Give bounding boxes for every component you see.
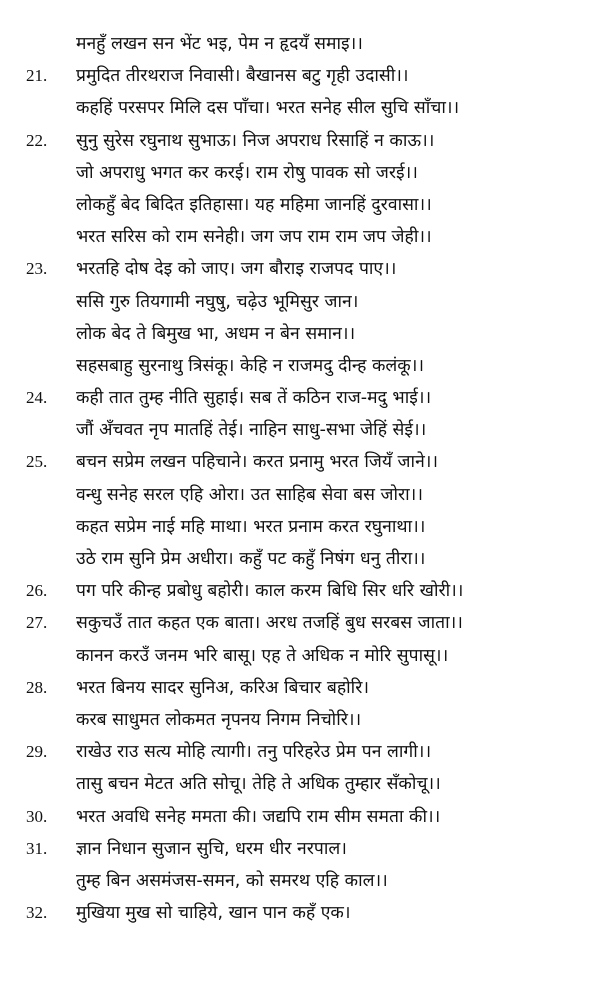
verse-number: 23. <box>26 259 48 279</box>
verse-line <box>0 479 600 511</box>
verse-number: 24. <box>26 388 48 408</box>
verse-text: जौं अँचवत नृप मातहिं तेई। नाहिन साधु-सभा जेहिं सेई।। <box>76 420 427 441</box>
verse-number: 32. <box>26 903 48 923</box>
verse-line <box>0 318 600 350</box>
verse-line <box>0 543 600 575</box>
verse-text: कहहिं परसपर मिलि दस पाँचा। भरत सनेह सील सुचि साँचा।। <box>76 98 460 119</box>
verse-number: 25. <box>26 452 48 472</box>
verse-text: कानन करउँ जनम भरि बासू। एह ते अधिक न मोरि सुपासू।। <box>76 645 449 666</box>
verse-line <box>0 28 600 60</box>
verse-text: जो अपराधु भगत कर करई। राम रोषु पावक सो जरई।। <box>76 162 418 183</box>
verse-text: राखेउ राउ सत्य मोहि त्यागी। तनु परिहरेउ प्रेम पन लागी।। <box>76 742 432 763</box>
verse-page <box>0 28 600 929</box>
verse-line <box>0 125 600 157</box>
verse-text: मनहुँ लखन सन भेंट भइ, पेम न हृदयँ समाइ।। <box>76 34 363 54</box>
verse-line <box>0 801 600 833</box>
verse-line <box>0 704 600 736</box>
verse-text: सुनु सुरेस रघुनाथ सुभाऊ। निज अपराध रिसाहिं न काऊ।। <box>76 130 435 151</box>
verse-line <box>0 382 600 414</box>
verse-line <box>0 575 600 607</box>
verse-text: भरतहि दोष देइ को जाए। जग बौराइ राजपद पाए।। <box>76 259 397 280</box>
verse-text: करब साधुमत लोकमत नृपनय निगम निचोरि।। <box>76 709 362 730</box>
verse-text: लोकहुँ बेद बिदित इतिहासा। यह महिमा जानहिं दुरवासा।। <box>76 194 432 215</box>
verse-text: पग परि कीन्ह प्रबोधु बहोरी। काल करम बिधि सिर धरि खोरी।। <box>76 581 464 602</box>
verse-text: सहसबाहु सुरनाथु त्रिसंकू। केहि न राजमदु दीन्ह कलंकू।। <box>76 355 424 376</box>
verse-line <box>0 865 600 897</box>
verse-line <box>0 768 600 800</box>
verse-text: उठे राम सुनि प्रेम अधीरा। कहुँ पट कहुँ निषंग धनु तीरा।। <box>76 549 426 569</box>
verse-number: 22. <box>26 130 48 150</box>
verse-line <box>0 897 600 929</box>
verse-line <box>0 672 600 704</box>
verse-text: भरत बिनय सादर सुनिअ, करिअ बिचार बहोरि। <box>76 677 369 698</box>
verse-number: 30. <box>26 806 48 826</box>
verse-text: भरत सरिस को राम सनेही। जग जप राम राम जप जेही।। <box>76 227 432 248</box>
verse-line <box>0 157 600 189</box>
verse-line <box>0 350 600 382</box>
verse-text: मुखिया मुख सो चाहिये, खान पान कहँ एक। <box>76 903 351 924</box>
verse-text: वन्धु सनेह सरल एहि ओरा। उत साहिब सेवा बस जोरा।। <box>76 484 423 505</box>
verse-number: 21. <box>26 66 48 86</box>
verse-text: बचन सप्रेम लखन पहिचाने। करत प्रनामु भरत जियँ जाने।। <box>76 452 439 473</box>
verse-line <box>0 92 600 124</box>
verse-text: सकुचउँ तात कहत एक बाता। अरध तजहिं बुध सरबस जाता।। <box>76 613 463 634</box>
verse-line <box>0 414 600 446</box>
verse-line <box>0 221 600 253</box>
verse-text: लोक बेद ते बिमुख भा, अधम न बेन समान।। <box>76 323 356 344</box>
verse-text: कहत सप्रेम नाई महि माथा। भरत प्रनाम करत रघुनाथा।। <box>76 516 426 537</box>
verse-text: तुम्ह बिन असमंजस-समन, को समरथ एहि काल।। <box>76 870 388 891</box>
verse-number: 31. <box>26 838 48 858</box>
verse-line <box>0 511 600 543</box>
verse-text: प्रमुदित तीरथराज निवासी। बैखानस बटु गृही उदासी।। <box>76 66 409 87</box>
verse-line <box>0 640 600 672</box>
verse-text: भरत अवधि सनेह ममता की। जद्यपि राम सीम समता की।। <box>76 806 441 827</box>
verse-text: कही तात तुम्ह नीति सुहाई। सब तें कठिन राज-मदु भाई।। <box>76 388 432 409</box>
verse-line <box>0 607 600 639</box>
verse-line <box>0 60 600 92</box>
verse-line <box>0 286 600 318</box>
verse-number: 29. <box>26 742 48 762</box>
verse-number: 27. <box>26 613 48 633</box>
verse-line <box>0 189 600 221</box>
verse-line <box>0 446 600 478</box>
verse-number: 28. <box>26 677 48 697</box>
verse-line <box>0 253 600 285</box>
verse-number: 26. <box>26 581 48 601</box>
verse-text: ज्ञान निधान सुजान सुचि, धरम धीर नरपाल। <box>76 838 347 859</box>
verse-line <box>0 736 600 768</box>
verse-line <box>0 833 600 865</box>
verse-text: तासु बचन मेटत अति सोचू। तेहि ते अधिक तुम्हार सँकोचू।। <box>76 774 441 795</box>
verse-text: ससि गुरु तियगामी नघुषु, चढ़ेउ भूमिसुर जान। <box>76 291 359 312</box>
